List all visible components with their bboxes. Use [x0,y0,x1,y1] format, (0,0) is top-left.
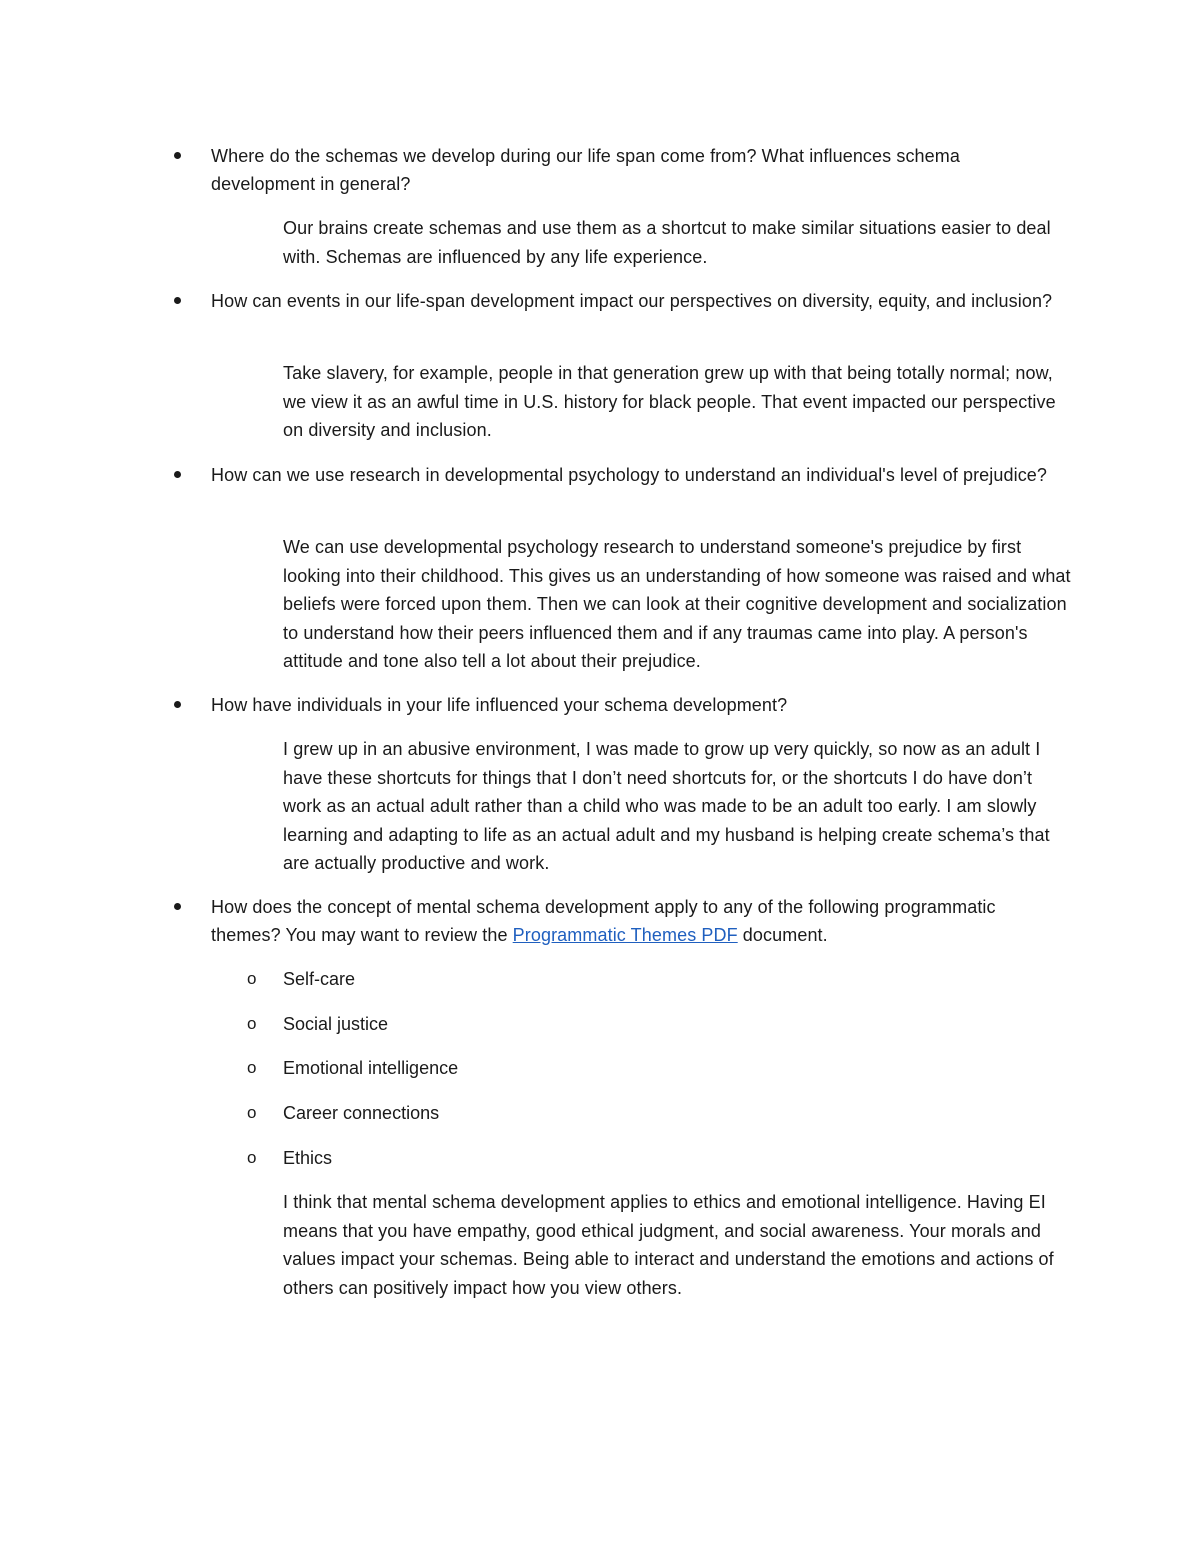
question-5 [211,893,1061,949]
theme-career-connections: Career connections [283,1103,440,1123]
question-2: How can events in our life-span development impact our perspectives on diversity, equity, and inclusion? [211,291,1053,311]
programmatic-themes-link[interactable]: Programmatic Themes PDF [512,925,738,945]
theme-self-care: Self-care [283,969,356,989]
theme-social-justice: Social justice [283,1014,389,1034]
bullet-4 [174,691,184,701]
answer-4: I grew up in an abusive environment, I was made to grow up very quickly, so now as an adult I have these shortcuts for things that I don’t need shortcuts for, or the shortcuts I do have don’t work as an actual adult rather than a child who was made to be an adult too early. I am slowly learning and adapting to life as an actual adult and my husband is helping create schema’s that are actually productive and work. [283,739,1050,873]
answer-5: I think that mental schema development applies to ethics and emotional intelligence. Having EI means that you have empathy, good ethical judgment, and social awareness. Your morals and values impact your schemas. Being able to interact and understand the emotions and actions of others can positively impact how you view others. [283,1192,1054,1298]
question-4: How have individuals in your life influenced your schema development? [211,695,788,715]
bullet-1 [174,142,184,152]
theme-emotional-intelligence: Emotional intelligence [283,1058,459,1078]
question-3: How can we use research in developmental psychology to understand an individual's level of prejudice? [211,465,1048,485]
bullet-5 [174,893,184,903]
theme-ethics: Ethics [283,1148,333,1168]
answer-2: Take slavery, for example, people in that generation grew up with that being totally normal; now, we view it as an awful time in U.S. history for black people. That event impacted our perspective on diversity and inclusion. [283,363,1056,440]
bullet-2 [174,287,184,297]
question-5-text-before: How does the concept of mental schema development apply to any of the following programmatic themes? You may want to review the [211,897,996,945]
answer-1: Our brains create schemas and use them as a shortcut to make similar situations easier to deal with. Schemas are influenced by any life experience. [283,218,1051,267]
sub-bullet-marker: o [247,1148,257,1167]
question-5-text-after: document. [737,925,828,945]
question-1: Where do the schemas we develop during our life span come from? What influences schema development in general? [211,146,960,194]
answer-3: We can use developmental psychology research to understand someone's prejudice by first looking into their childhood. This gives us an understanding of how someone was raised and what beliefs were forced upon them. Then we can look at their cognitive development and socialization to understand how their peers influenced them and if any traumas came into play. A person's attitude and tone also tell a lot about their prejudice. [283,537,1071,671]
sub-bullet-marker: o [247,1103,257,1122]
sub-bullet-marker: o [247,1014,257,1033]
sub-bullet-marker: o [247,969,257,988]
bullet-3 [174,461,184,471]
sub-bullet-marker: o [247,1058,257,1077]
